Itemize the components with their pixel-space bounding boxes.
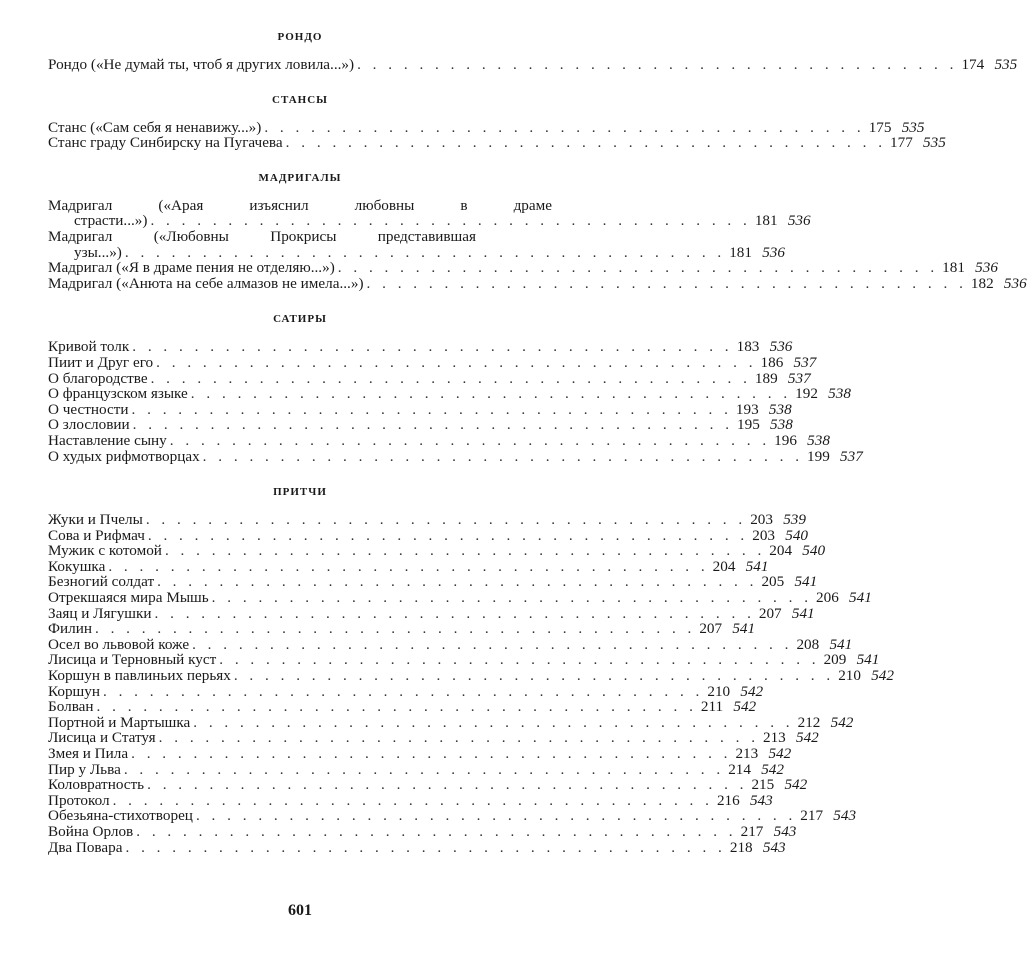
entry-note-page: 543 (833, 807, 857, 825)
entry-title: Филин (48, 620, 92, 638)
entry-page: 212 (797, 713, 821, 731)
entry-title: Война Орлов (48, 822, 134, 840)
toc-entry (48, 713, 854, 731)
entry-page: 182 (970, 274, 994, 292)
toc-entry (48, 542, 826, 560)
entry-page: 186 (760, 353, 784, 371)
entry-title: Мужик с котомой (48, 542, 162, 560)
entry-title-line1: Мадригал («Арая изъяснил любовны в драме (48, 196, 552, 214)
entry-title: Безногий солдат (48, 573, 155, 591)
entry-title-line1: Мадригал («Любовны Прокрисы представившая (48, 227, 476, 245)
entry-note-page: 541 (856, 651, 880, 669)
dot-leader: . . . . . . . . . . . . . . . . . . . . . . . . . . . . . . . . . . . . . . . (211, 589, 813, 607)
entry-note-page: 542 (784, 776, 808, 794)
toc-entry (48, 776, 808, 794)
dot-leader: . . . . . . . . . . . . . . . . . . . . . . . . . . . . . . . . . . . . . . . (132, 416, 734, 434)
toc-entry (48, 589, 872, 607)
entry-note-page: 537 (787, 369, 811, 387)
toc-entry-multiline (48, 196, 811, 230)
dot-leader: . . . . . . . . . . . . . . . . . . . . . . . . . . . . . . . . . . . . . . . (233, 667, 835, 685)
dot-leader: . . . . . . . . . . . . . . . . . . . . . . . . . . . . . . . . . . . . . . . (145, 511, 747, 529)
section-heading: СТАНСЫ (272, 93, 328, 106)
entry-title: Обезьяна-стихотворец (48, 807, 193, 825)
entry-page: 209 (823, 651, 847, 669)
dot-leader: . . . . . . . . . . . . . . . . . . . . . . . . . . . . . . . . . . . . . . . (108, 557, 709, 575)
entry-page: 204 (769, 542, 793, 560)
entry-note-page: 542 (733, 698, 757, 716)
entry-title: Мадригал («Я в драме пения не отделяю...») (48, 259, 335, 277)
entry-page: 177 (890, 134, 913, 152)
toc-entry (48, 791, 773, 809)
entry-note-page: 537 (840, 447, 863, 465)
entry-page: 210 (707, 682, 731, 700)
entry-title: Два Повара (48, 838, 123, 856)
toc-entry (48, 729, 819, 747)
toc-entry (48, 385, 851, 403)
entry-note-page: 540 (802, 542, 826, 560)
toc-entry-multiline (48, 227, 785, 261)
entry-note-page: 536 (975, 259, 998, 277)
toc-entry (48, 620, 756, 638)
entry-page: 214 (728, 760, 751, 778)
toc-entry (48, 745, 792, 762)
toc-entry (48, 274, 1027, 292)
entry-title-line2: страсти...») (74, 212, 148, 230)
entry-note-page: 535 (923, 134, 946, 152)
entry-title: Рондо («Не думай ты, чтоб я других ловила...») (48, 56, 355, 73)
entry-page: 215 (751, 776, 775, 794)
entry-title: О французском языке (48, 385, 188, 403)
toc-entry (48, 447, 863, 465)
dot-leader: . . . . . . . . . . . . . . . . . . . . . . . . . . . . . . . . . . . . . . . (131, 745, 732, 762)
entry-page: 208 (796, 635, 820, 653)
section-rondo (48, 30, 1018, 73)
toc-entry (48, 526, 808, 544)
entry-note-page: 541 (849, 589, 872, 607)
dot-leader: . . . . . . . . . . . . . . . . . . . . . . . . . . . . . . . . . . . . . . . (264, 118, 865, 136)
entry-page: 203 (750, 511, 773, 529)
table-of-contents (48, 30, 1027, 856)
entry-title: Болван (48, 698, 94, 716)
entry-note-page: 542 (761, 760, 784, 778)
dot-leader: . . . . . . . . . . . . . . . . . . . . . . . . . . . . . . . . . . . . . . . (132, 338, 733, 356)
entry-note-page: 535 (994, 56, 1018, 73)
entry-page: 213 (735, 745, 759, 762)
entry-page: 218 (729, 838, 753, 856)
entry-note-page: 541 (791, 604, 815, 622)
dot-leader: . . . . . . . . . . . . . . . . . . . . . . . . . . . . . . . . . . . . . . . (150, 369, 751, 387)
entry-note-page: 535 (901, 118, 925, 136)
section-satiry (48, 312, 863, 465)
entry-title: Сова и Рифмач (48, 526, 145, 544)
dot-leader: . . . . . . . . . . . . . . . . . . . . . . . . . . . . . . . . . . . . . . . (337, 259, 939, 277)
toc-entry (48, 431, 830, 449)
entry-note-page: 538 (828, 385, 851, 403)
toc-entry (48, 511, 806, 529)
toc-entry (48, 416, 793, 434)
entry-note-page: 541 (732, 620, 756, 638)
entry-note-page: 542 (768, 745, 792, 762)
entry-note-page: 543 (749, 791, 773, 809)
section-heading: РОНДО (277, 31, 323, 43)
entry-note-page: 541 (745, 557, 769, 575)
entry-note-page: 539 (783, 511, 806, 529)
toc-entry (48, 400, 792, 418)
entry-note-page: 536 (787, 212, 811, 230)
toc-entry (48, 698, 757, 716)
dot-leader: . . . . . . . . . . . . . . . . . . . . . . . . . . . . . . . . . . . . . . . (169, 431, 771, 449)
entry-title: Станс граду Синбирску на Пугачева (48, 134, 283, 152)
entry-page: 199 (807, 447, 830, 465)
entry-note-page: 543 (762, 838, 786, 856)
entry-title: Коршун (48, 682, 100, 700)
dot-leader: . . . . . . . . . . . . . . . . . . . . . . . . . . . . . . . . . . . . . . . (150, 212, 751, 230)
entry-title: О злословии (48, 416, 130, 434)
dot-leader: . . . . . . . . . . . . . . . . . . . . . . . . . . . . . . . . . . . . . . . (157, 573, 758, 591)
toc-entry (48, 682, 764, 700)
dot-leader: . . . . . . . . . . . . . . . . . . . . . . . . . . . . . . . . . . . . . . . (285, 134, 887, 152)
dot-leader: . . . . . . . . . . . . . . . . . . . . . . . . . . . . . . . . . . . . . . . (190, 385, 792, 403)
toc-entry (48, 651, 880, 669)
entry-page: 217 (740, 822, 764, 840)
entry-page: 181 (942, 259, 965, 277)
entry-page: 217 (800, 807, 824, 825)
entry-note-page: 542 (871, 667, 894, 685)
entry-note-page: 536 (769, 338, 793, 356)
entry-title: О худых рифмотворцах (48, 447, 200, 465)
entry-page: 195 (737, 416, 760, 434)
entry-title: Мадригал («Анюта на себе алмазов не имела...») (48, 274, 364, 292)
entry-page: 205 (761, 573, 785, 591)
dot-leader: . . . . . . . . . . . . . . . . . . . . . . . . . . . . . . . . . . . . . . . (366, 274, 967, 292)
entry-list (48, 511, 894, 856)
entry-title: О благородстве (48, 369, 148, 387)
entry-page: 193 (735, 400, 759, 418)
toc-entry (48, 369, 811, 387)
dot-leader: . . . . . . . . . . . . . . . . . . . . . . . . . . . . . . . . . . . . . . . (156, 353, 757, 371)
toc-entry (48, 118, 925, 136)
entry-note-page: 538 (768, 400, 792, 418)
toc-entry (48, 667, 894, 685)
dot-leader: . . . . . . . . . . . . . . . . . . . . . . . . . . . . . . . . . . . . . . . (123, 760, 725, 778)
dot-leader: . . . . . . . . . . . . . . . . . . . . . . . . . . . . . . . . . . . . . . . (158, 729, 759, 747)
dot-leader: . . . . . . . . . . . . . . . . . . . . . . . . . . . . . . . . . . . . . . . (357, 56, 958, 73)
section-heading: ПРИТЧИ (273, 486, 327, 499)
entry-note-page: 543 (773, 822, 797, 840)
entry-list (48, 338, 863, 465)
entry-title: Кокушка (48, 557, 106, 575)
entry-page: 181 (729, 243, 752, 261)
entry-title: Протокол (48, 791, 110, 809)
entry-title: Отрекшаяся мира Мышь (48, 589, 209, 607)
entry-page: 207 (699, 620, 723, 638)
dot-leader: . . . . . . . . . . . . . . . . . . . . . . . . . . . . . . . . . . . . . . . (202, 447, 804, 465)
entry-page: 192 (795, 385, 818, 403)
toc-entry (48, 838, 786, 856)
toc-entry (48, 604, 815, 622)
entry-title: Лисица и Терновный куст (48, 651, 217, 669)
dot-leader: . . . . . . . . . . . . . . . . . . . . . . . . . . . . . . . . . . . . . . . (112, 791, 713, 809)
section-heading: МАДРИГАЛЫ (258, 171, 342, 184)
entry-page: 216 (716, 791, 740, 809)
dot-leader: . . . . . . . . . . . . . . . . . . . . . . . . . . . . . . . . . . . . . . . (193, 713, 794, 731)
dot-leader: . . . . . . . . . . . . . . . . . . . . . . . . . . . . . . . . . . . . . . . (154, 604, 755, 622)
entry-page: 211 (700, 698, 724, 716)
entry-title: Пир у Льва (48, 760, 121, 778)
entry-title: О честности (48, 400, 129, 418)
entry-title: Наставление сыну (48, 431, 167, 449)
entry-note-page: 538 (770, 416, 793, 434)
entry-page: 196 (774, 431, 797, 449)
entry-title: Коршун в павлиньих перьях (48, 667, 231, 685)
dot-leader: . . . . . . . . . . . . . . . . . . . . . . . . . . . . . . . . . . . . . . . (147, 526, 749, 544)
toc-entry (48, 573, 818, 591)
entry-title-line2: узы...») (74, 243, 122, 261)
entry-page: 181 (754, 212, 778, 230)
section-madrigaly (48, 171, 1027, 292)
entry-page: 175 (868, 118, 892, 136)
section-pritchi (48, 485, 894, 856)
entry-note-page: 542 (740, 682, 764, 700)
entry-note-page: 538 (807, 431, 830, 449)
dot-leader: . . . . . . . . . . . . . . . . . . . . . . . . . . . . . . . . . . . . . . . (102, 682, 704, 700)
entry-page: 206 (816, 589, 839, 607)
dot-leader: . . . . . . . . . . . . . . . . . . . . . . . . . . . . . . . . . . . . . . . (195, 807, 797, 825)
entry-page: 204 (712, 557, 736, 575)
dot-leader: . . . . . . . . . . . . . . . . . . . . . . . . . . . . . . . . . . . . . . . (219, 651, 820, 669)
dot-leader: . . . . . . . . . . . . . . . . . . . . . . . . . . . . . . . . . . . . . . . (136, 822, 737, 840)
entry-title: Осел во львовой коже (48, 635, 190, 653)
entry-title: Станс («Сам себя я ненавижу...») (48, 118, 262, 136)
section-heading: САТИРЫ (273, 313, 327, 326)
entry-note-page: 542 (795, 729, 819, 747)
dot-leader: . . . . . . . . . . . . . . . . . . . . . . . . . . . . . . . . . . . . . . . (125, 838, 726, 856)
entry-title: Лисица и Статуя (48, 729, 156, 747)
dot-leader: . . . . . . . . . . . . . . . . . . . . . . . . . . . . . . . . . . . . . . . (94, 620, 696, 638)
entry-title: Коловратность (48, 776, 145, 794)
toc-entry (48, 134, 946, 152)
entry-page: 207 (758, 604, 782, 622)
dot-leader: . . . . . . . . . . . . . . . . . . . . . . . . . . . . . . . . . . . . . . . (192, 635, 793, 653)
entry-note-page: 536 (1003, 274, 1027, 292)
entry-note-page: 541 (829, 635, 853, 653)
dot-leader: . . . . . . . . . . . . . . . . . . . . . . . . . . . . . . . . . . . . . . . (147, 776, 748, 794)
toc-entry (48, 557, 769, 575)
entry-title: Пиит и Друг его (48, 353, 154, 371)
toc-entry (48, 56, 1018, 73)
toc-entry (48, 635, 853, 653)
entry-title: Портной и Мартышка (48, 713, 191, 731)
dot-leader: . . . . . . . . . . . . . . . . . . . . . . . . . . . . . . . . . . . . . . . (164, 542, 766, 560)
toc-entry (48, 760, 784, 778)
entry-page: 174 (961, 56, 985, 73)
entry-title: Кривой толк (48, 338, 130, 356)
entry-note-page: 541 (794, 573, 818, 591)
entry-page: 213 (762, 729, 786, 747)
toc-entry (48, 807, 857, 825)
entry-page: 210 (838, 667, 861, 685)
section-stansy (48, 93, 946, 152)
page-number: 601 (288, 902, 312, 919)
entry-page: 203 (752, 526, 775, 544)
entry-title: Жуки и Пчелы (48, 511, 143, 529)
dot-leader: . . . . . . . . . . . . . . . . . . . . . . . . . . . . . . . . . . . . . . . (131, 400, 732, 418)
toc-entry (48, 338, 793, 356)
entry-title: Заяц и Лягушки (48, 604, 152, 622)
toc-entry (48, 353, 817, 371)
entry-page: 183 (736, 338, 760, 356)
dot-leader: . . . . . . . . . . . . . . . . . . . . . . . . . . . . . . . . . . . . . . . (96, 698, 697, 716)
toc-entry (48, 259, 998, 277)
entry-note-page: 537 (793, 353, 817, 371)
entry-note-page: 540 (785, 526, 808, 544)
entry-title: Змея и Пила (48, 745, 129, 762)
dot-leader: . . . . . . . . . . . . . . . . . . . . . . . . . . . . . . . . . . . . . . . (124, 243, 726, 261)
entry-note-page: 536 (762, 243, 785, 261)
toc-entry (48, 822, 797, 840)
entry-page: 189 (754, 369, 778, 387)
entry-note-page: 542 (830, 713, 854, 731)
